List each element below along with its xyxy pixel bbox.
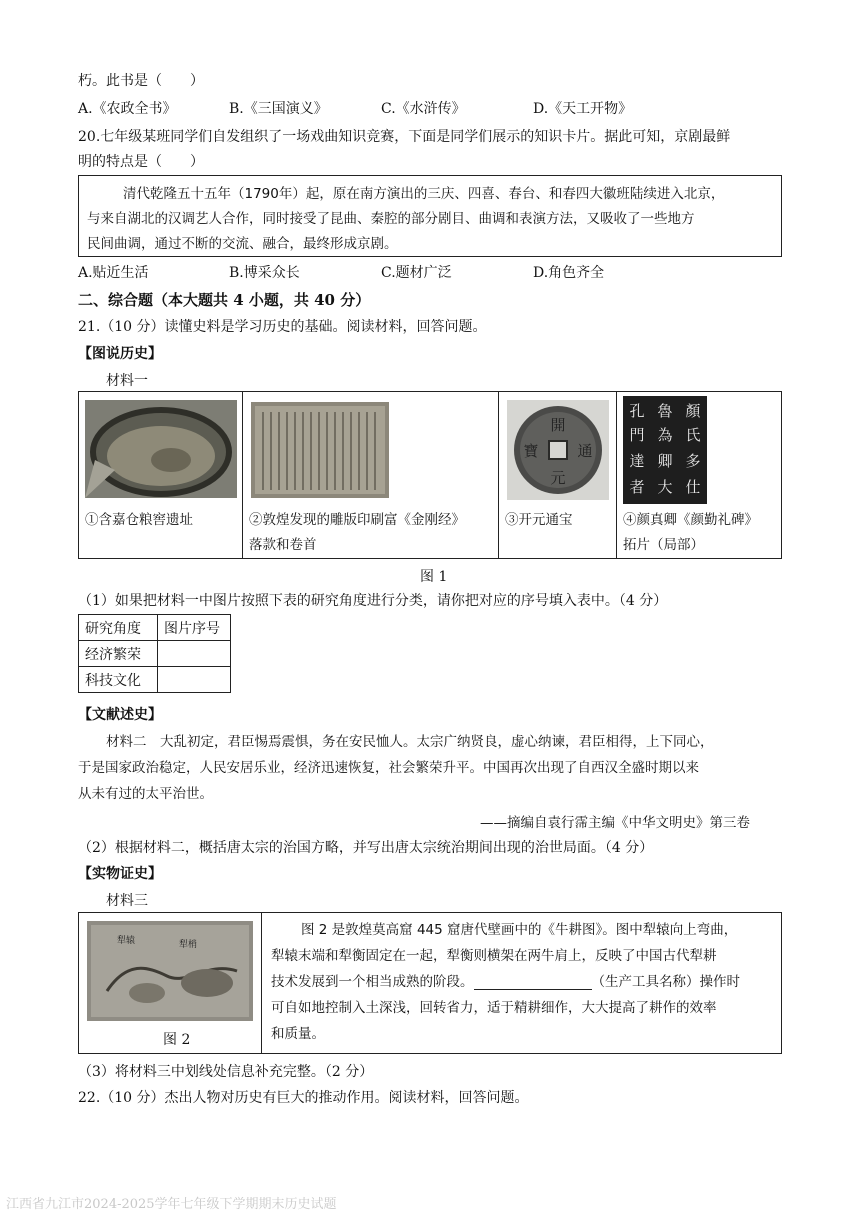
q20-option-d: D.角色齐全: [533, 265, 605, 281]
material1-label: 材料一: [106, 373, 148, 389]
q20-card-line1: 清代乾隆五十五年（1790年）起，原在南方演出的三庆、四喜、春台、和春四大徽班陆续进入北京，: [123, 186, 725, 202]
diamond-sutra-print-photo: [251, 402, 389, 498]
mural-label-2: 犁梢: [179, 940, 198, 950]
q20-card-line3: 民间曲调，通过不断的交流、融合，最终形成京剧。: [87, 236, 398, 252]
rubbing-char: 氏: [685, 426, 701, 444]
coin-char-bottom: 元: [550, 469, 566, 487]
table-header-angle: 研究角度: [79, 615, 158, 641]
q20-option-c: C.题材广泛: [381, 265, 452, 281]
rubbing-char: 門: [629, 426, 645, 444]
granary-pit-photo: [85, 400, 237, 498]
fig1-caption-2b: 落款和卷首: [249, 537, 317, 553]
material3-line3-tail: （生产工具名称）操作时: [591, 974, 740, 990]
fig1-caption-4b: 拓片（局部）: [623, 537, 704, 553]
table-answer-cell[interactable]: [158, 667, 231, 693]
kaiyuan-coin-photo: [507, 400, 609, 500]
fig1-caption-1: ①含嘉仓粮窖遗址: [85, 512, 193, 528]
material2-line3: 从未有过的太平治世。: [78, 786, 213, 802]
material3-box: [78, 912, 782, 1054]
material3-line3-text: 技术发展到一个相当成熟的阶段。: [271, 974, 474, 990]
rubbing-char: 顏: [685, 402, 701, 420]
q22-intro: 22.（10 分）杰出人物对历史有巨大的推动作用。阅读材料，回答问题。: [78, 1090, 529, 1106]
rubbing-char: 孔: [629, 402, 645, 420]
fig1-cell-1: [78, 391, 243, 559]
material3-line2: 犁辕末端和犁衡固定在一起，犁衡则横架在两牛肩上，反映了中国古代犁耕: [271, 948, 717, 964]
table-header-index: 图片序号: [158, 615, 231, 641]
section2-title: 二、综合题（本大题共 4 小题，共 40 分）: [78, 291, 371, 309]
q19-option-d: D.《天工开物》: [533, 101, 633, 117]
rubbing-char: 多: [685, 452, 701, 470]
yan-qinli-stele-rubbing: [623, 396, 707, 504]
mural-label-1: 犁辕: [117, 936, 136, 946]
fig1-label: 图 1: [420, 569, 448, 585]
material2-line2: 于是国家政治稳定，人民安居乐业，经济迅速恢复，社会繁荣升平。中国再次出现了自西汉全盛时期以来: [78, 760, 699, 776]
material3-line1: 图 2 是敦煌莫高窟 445 窟唐代壁画中的《牛耕图》。图中犁辕向上弯曲，: [301, 922, 738, 938]
material2-source: ——摘编自袁行霈主编《中华文明史》第三卷: [480, 815, 750, 831]
q21-intro: 21.（10 分）读懂史料是学习历史的基础。阅读材料，回答问题。: [78, 319, 487, 335]
fig1-cell-4: [616, 391, 782, 559]
coin-char-right: 通: [577, 442, 593, 460]
fig1-cell-3: [498, 391, 617, 559]
fig1-caption-3: ③开元通宝: [505, 512, 573, 528]
rubbing-char: 為: [657, 426, 673, 444]
material3-line4: 可自如地控制入土深浅，回转省力，适于精耕细作，大大提高了耕作的效率: [271, 1000, 717, 1016]
fill-in-blank[interactable]: [474, 975, 592, 990]
material3-line3: [271, 970, 740, 990]
ox-plough-mural-photo: [87, 921, 253, 1021]
q20-stem-line1: 20.七年级某班同学们自发组织了一场戏曲知识竞赛，下面是同学们展示的知识卡片。据此可知，京剧最鲜: [78, 129, 731, 145]
material3-line5: 和质量。: [271, 1026, 325, 1042]
q19-tail: 朽。此书是（ ）: [78, 73, 204, 89]
q19-option-b: B.《三国演义》: [229, 101, 328, 117]
fig1-caption-2: ②敦煌发现的雕版印刷富《金刚经》: [249, 512, 465, 528]
table-answer-cell[interactable]: [158, 641, 231, 667]
q20-stem-line2: 明的特点是（ ）: [78, 154, 204, 170]
fig2-label: 图 2: [163, 1032, 191, 1048]
page-footer-watermark: 江西省九江市2024-2025学年七年级下学期期末历史试题: [6, 1197, 337, 1212]
q20-option-a: A.贴近生活: [78, 265, 149, 281]
q20-card-line2: 与来自湖北的汉调艺人合作，同时接受了昆曲、秦腔的部分剧目、曲调和表演方法，又吸收了一些地方: [87, 211, 695, 227]
coin-char-top: 開: [550, 416, 566, 434]
coin-char-left: 寶: [523, 442, 539, 460]
material2-line1: 材料二 大乱初定，君臣惕焉震惧，务在安民恤人。太宗广纳贤良，虚心纳谏，君臣相得，上下同心，: [106, 734, 714, 750]
table-row-culture: 科技文化: [79, 667, 158, 693]
wen-xian-heading: 【文献述史】: [78, 707, 162, 723]
q21-part3: （3）将材料三中划线处信息补充完整。（2 分）: [78, 1064, 374, 1080]
q19-option-c: C.《水浒传》: [381, 101, 466, 117]
fig1-cell-2: [242, 391, 499, 559]
q21-part1: （1）如果把材料一中图片按照下表的研究角度进行分类，请你把对应的序号填入表中。（4 分）: [78, 593, 668, 609]
material3-label: 材料三: [106, 893, 148, 909]
rubbing-char: 魯: [657, 402, 673, 420]
q19-option-a: A.《农政全书》: [78, 101, 177, 117]
table-row-economy: 经济繁荣: [79, 641, 158, 667]
classification-table: [78, 614, 231, 693]
rubbing-char: 卿: [657, 452, 673, 470]
rubbing-char: 者: [629, 478, 645, 496]
rubbing-char: 仕: [685, 478, 701, 496]
rubbing-char: 達: [629, 452, 645, 470]
q20-knowledge-card: [78, 175, 782, 257]
q21-part2: （2）根据材料二，概括唐太宗的治国方略，并写出唐太宗统治期间出现的治世局面。（4 分）: [78, 840, 654, 856]
material3-divider: [261, 913, 262, 1053]
shi-wu-heading: 【实物证史】: [78, 866, 162, 882]
tu-shuo-heading: 【图说历史】: [78, 346, 162, 362]
rubbing-char: 大: [657, 478, 673, 496]
q20-option-b: B.博采众长: [229, 265, 300, 281]
fig1-caption-4: ④颜真卿《颜勤礼碑》: [623, 512, 758, 528]
